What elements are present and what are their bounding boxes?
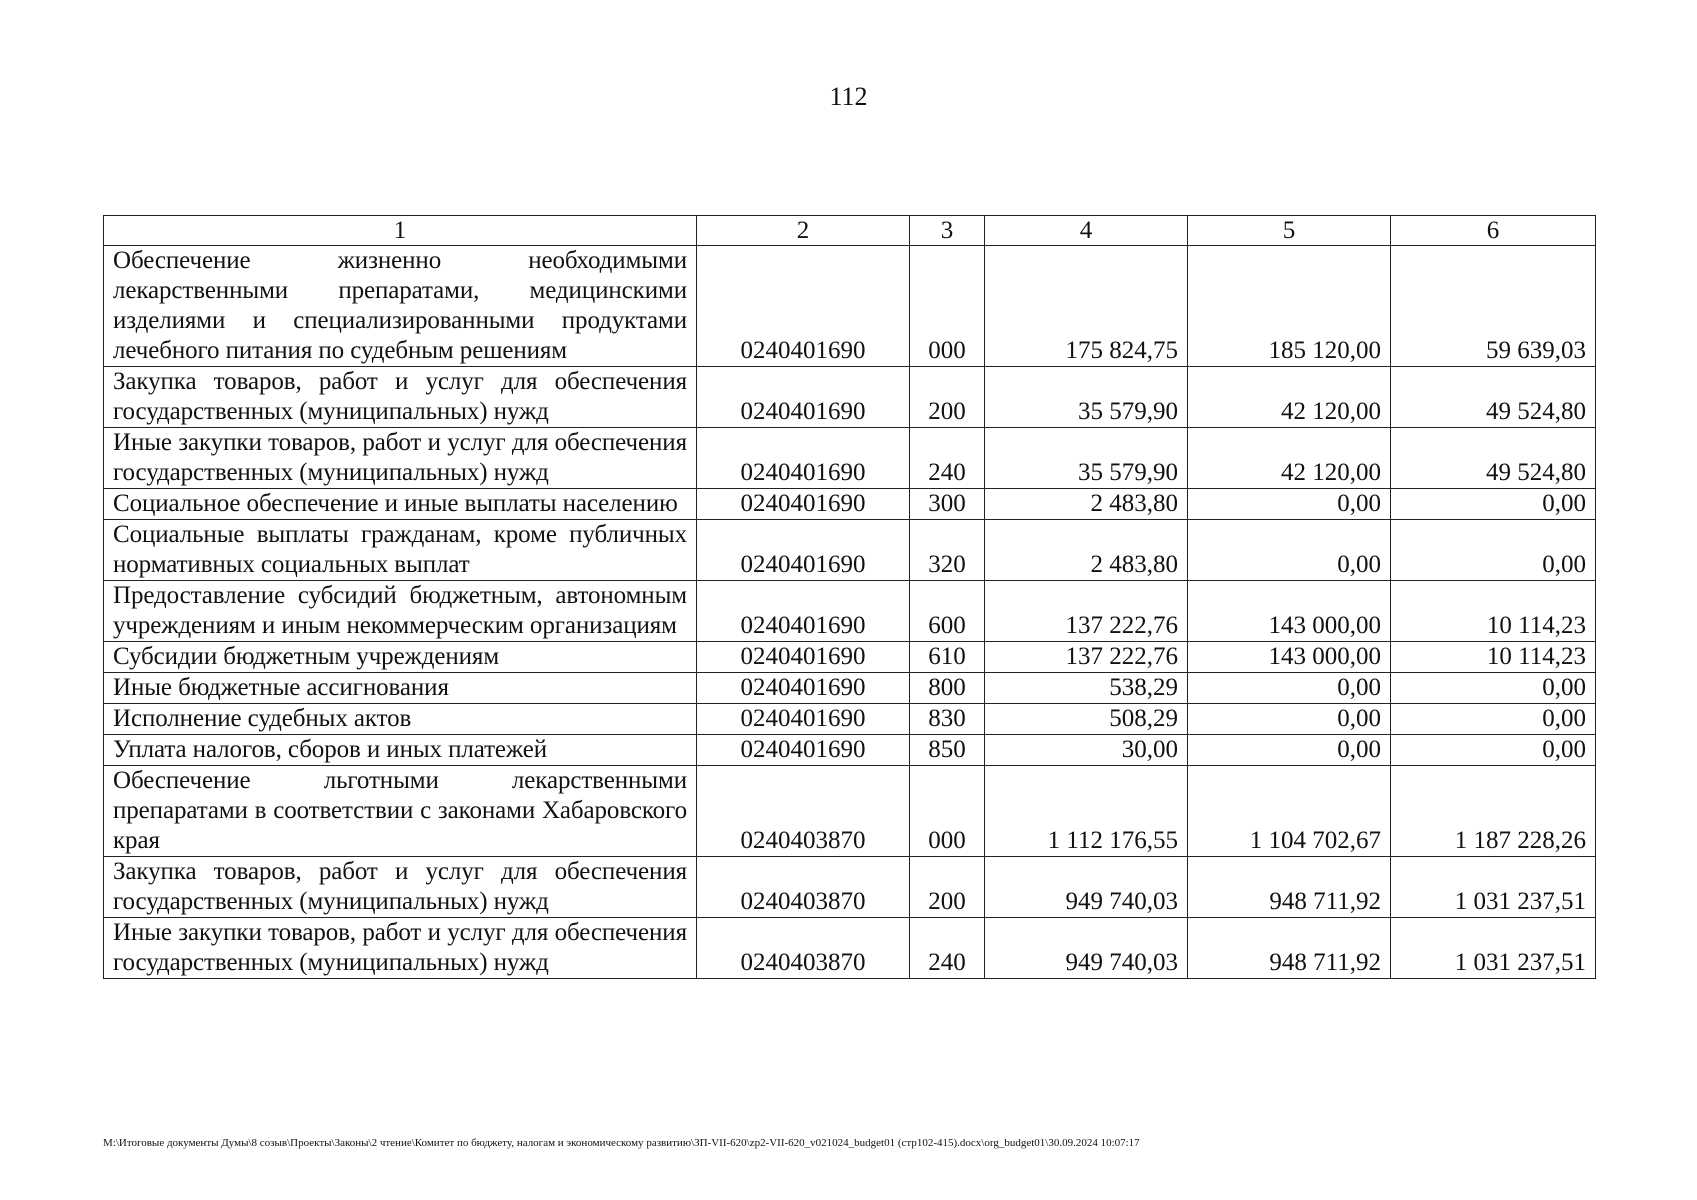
- row-value-col6: 1 187 228,26: [1391, 766, 1596, 857]
- table-row: [104, 246, 1596, 367]
- row-value-col6: 10 114,23: [1391, 581, 1596, 642]
- table-row: [104, 766, 1596, 857]
- row-value-col5: 1 104 702,67: [1188, 766, 1391, 857]
- row-name: Закупка товаров, работ и услуг для обеспечения государственных (муниципальных) нужд: [104, 367, 697, 428]
- row-value-col5: 0,00: [1188, 735, 1391, 766]
- row-value-col5: 0,00: [1188, 673, 1391, 704]
- row-value-col5: 185 120,00: [1188, 246, 1391, 367]
- budget-table: [103, 215, 1596, 979]
- row-value-col5: 0,00: [1188, 520, 1391, 581]
- row-value-col5: 0,00: [1188, 489, 1391, 520]
- row-value-col4: 508,29: [985, 704, 1188, 735]
- row-value-col4: 137 222,76: [985, 642, 1188, 673]
- row-code: 0240401690: [697, 520, 910, 581]
- table-row: [104, 642, 1596, 673]
- row-expense-type: 610: [910, 642, 985, 673]
- row-name: Исполнение судебных актов: [104, 704, 697, 735]
- header-col-2: 2: [697, 216, 910, 246]
- header-col-4: 4: [985, 216, 1188, 246]
- table-row: [104, 704, 1596, 735]
- table-row: [104, 735, 1596, 766]
- row-value-col4: 35 579,90: [985, 428, 1188, 489]
- row-value-col6: 49 524,80: [1391, 428, 1596, 489]
- row-expense-type: 850: [910, 735, 985, 766]
- table-row: [104, 520, 1596, 581]
- row-code: 0240401690: [697, 581, 910, 642]
- row-value-col4: 538,29: [985, 673, 1188, 704]
- row-value-col4: 949 740,03: [985, 918, 1188, 979]
- row-name: Закупка товаров, работ и услуг для обеспечения государственных (муниципальных) нужд: [104, 857, 697, 918]
- row-value-col6: 1 031 237,51: [1391, 918, 1596, 979]
- row-name: Иные закупки товаров, работ и услуг для обеспечения государственных (муниципальных) нужд: [104, 428, 697, 489]
- table-row: [104, 673, 1596, 704]
- row-expense-type: 000: [910, 766, 985, 857]
- row-code: 0240401690: [697, 704, 910, 735]
- row-value-col4: 137 222,76: [985, 581, 1188, 642]
- row-name: Предоставление субсидий бюджетным, автономным учреждениям и иным некоммерческим организациям: [104, 581, 697, 642]
- table-row: [104, 918, 1596, 979]
- row-value-col5: 948 711,92: [1188, 918, 1391, 979]
- row-value-col6: 1 031 237,51: [1391, 857, 1596, 918]
- row-expense-type: 600: [910, 581, 985, 642]
- row-value-col4: 949 740,03: [985, 857, 1188, 918]
- row-name: Обеспечение жизненно необходимыми лекарственными препаратами, медицинскими изделиями и специализированными продуктами лечебного питания по судебным решениям: [104, 246, 697, 367]
- row-name: Социальные выплаты гражданам, кроме публичных нормативных социальных выплат: [104, 520, 697, 581]
- table-row: [104, 581, 1596, 642]
- row-value-col4: 35 579,90: [985, 367, 1188, 428]
- row-value-col4: 1 112 176,55: [985, 766, 1188, 857]
- row-code: 0240401690: [697, 735, 910, 766]
- row-value-col4: 2 483,80: [985, 489, 1188, 520]
- table-body: [104, 246, 1596, 979]
- header-row: [104, 216, 1596, 246]
- row-name: Иные закупки товаров, работ и услуг для обеспечения государственных (муниципальных) нужд: [104, 918, 697, 979]
- table-row: [104, 489, 1596, 520]
- row-code: 0240403870: [697, 918, 910, 979]
- row-code: 0240401690: [697, 428, 910, 489]
- row-name: Иные бюджетные ассигнования: [104, 673, 697, 704]
- row-expense-type: 830: [910, 704, 985, 735]
- row-value-col4: 30,00: [985, 735, 1188, 766]
- row-value-col6: 59 639,03: [1391, 246, 1596, 367]
- row-value-col5: 42 120,00: [1188, 428, 1391, 489]
- row-code: 0240401690: [697, 673, 910, 704]
- table-row: [104, 428, 1596, 489]
- page-number: 112: [829, 82, 868, 111]
- header-col-6: 6: [1391, 216, 1596, 246]
- row-value-col4: 2 483,80: [985, 520, 1188, 581]
- row-code: 0240403870: [697, 766, 910, 857]
- row-value-col6: 10 114,23: [1391, 642, 1596, 673]
- header-col-5: 5: [1188, 216, 1391, 246]
- row-value-col6: 49 524,80: [1391, 367, 1596, 428]
- row-value-col5: 143 000,00: [1188, 642, 1391, 673]
- row-code: 0240401690: [697, 489, 910, 520]
- row-name: Уплата налогов, сборов и иных платежей: [104, 735, 697, 766]
- row-value-col6: 0,00: [1391, 489, 1596, 520]
- row-expense-type: 320: [910, 520, 985, 581]
- header-col-3: 3: [910, 216, 985, 246]
- row-code: 0240401690: [697, 246, 910, 367]
- row-value-col5: 42 120,00: [1188, 367, 1391, 428]
- row-value-col6: 0,00: [1391, 520, 1596, 581]
- row-value-col4: 175 824,75: [985, 246, 1188, 367]
- footer-file-path: M:\Итоговые документы Думы\8 созыв\Проекты\Законы\2 чтение\Комитет по бюджету, налогам и экономическому развитию\ЗП-VII-620\zp2-VII-620_v021024_budget01 (стр102-415).docx\org_budget01\30.09.2024 10:07:17: [103, 1137, 1140, 1149]
- row-expense-type: 200: [910, 857, 985, 918]
- table-header: [104, 216, 1596, 246]
- row-expense-type: 000: [910, 246, 985, 367]
- row-expense-type: 300: [910, 489, 985, 520]
- row-expense-type: 800: [910, 673, 985, 704]
- row-name: Субсидии бюджетным учреждениям: [104, 642, 697, 673]
- row-code: 0240401690: [697, 367, 910, 428]
- table-row: [104, 367, 1596, 428]
- row-value-col5: 948 711,92: [1188, 857, 1391, 918]
- row-value-col6: 0,00: [1391, 704, 1596, 735]
- row-expense-type: 240: [910, 428, 985, 489]
- row-code: 0240401690: [697, 642, 910, 673]
- row-value-col5: 143 000,00: [1188, 581, 1391, 642]
- row-value-col5: 0,00: [1188, 704, 1391, 735]
- row-name: Социальное обеспечение и иные выплаты населению: [104, 489, 697, 520]
- row-value-col6: 0,00: [1391, 735, 1596, 766]
- row-code: 0240403870: [697, 857, 910, 918]
- row-value-col6: 0,00: [1391, 673, 1596, 704]
- row-expense-type: 200: [910, 367, 985, 428]
- row-name: Обеспечение льготными лекарственными препаратами в соответствии с законами Хабаровского края: [104, 766, 697, 857]
- row-expense-type: 240: [910, 918, 985, 979]
- header-col-1: 1: [104, 216, 697, 246]
- table-row: [104, 857, 1596, 918]
